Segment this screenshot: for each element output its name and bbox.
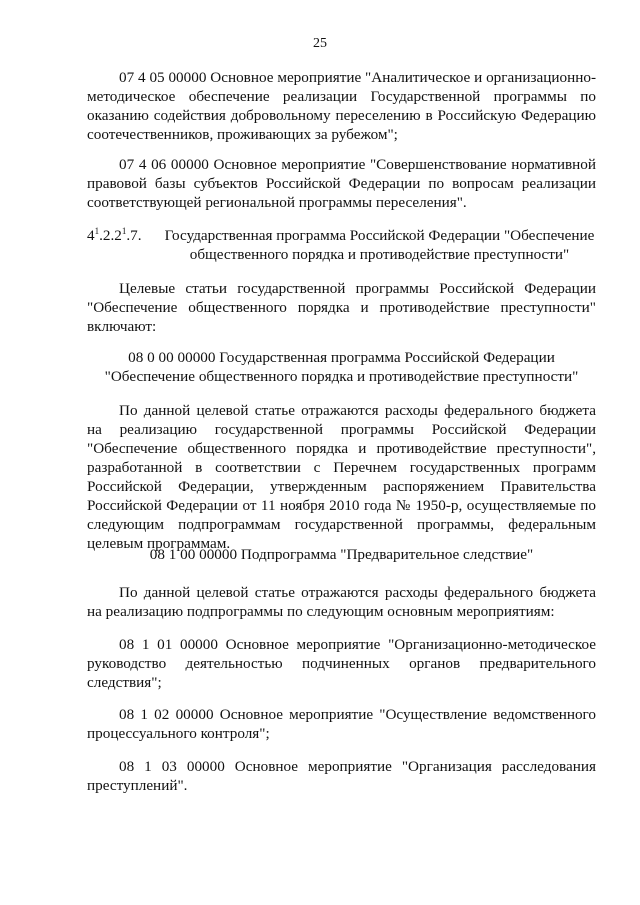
program-code-line-2: "Обеспечение общественного порядка и противодействие преступности" <box>104 368 579 385</box>
paragraph-08-1-02: 08 1 02 00000 Основное мероприятие "Осуществление ведомственного процессуального контроля"; <box>87 706 596 742</box>
subprogram-code: 08 1 00 00000 Подпрограмма "Предварительное следствие" <box>149 546 534 563</box>
paragraph-target-articles: Целевые статьи государственной программы Российской Федерации "Обеспечение общественного порядка и противодействие преступности" включают: <box>87 280 596 335</box>
paragraph-08-1-01: 08 1 01 00000 Основное мероприятие "Организационно-методическое руководство деятельностью подчиненных органов предварительного следствия"; <box>87 636 596 691</box>
section-heading <box>87 226 596 264</box>
section-title: Государственная программа Российской Федерации "Обеспечение общественного порядка и противодействие преступности" <box>164 227 595 263</box>
paragraph-program-expenses: По данной целевой статье отражаются расходы федерального бюджета на реализацию государственной программы Российской Федерации "Обеспечение общественного порядка и противодействие преступности", разработанной в соответствии с Перечнем государственных программ Российской Федерации, утвержденным распоряжением Правительства Российской Федерации от 11 ноября 2010 года № 1950-р, осуществляемые по следующим подпрограммам государственной программы, федеральным целевым программам. <box>87 402 596 552</box>
paragraph-08-1-03: 08 1 03 00000 Основное мероприятие "Организация расследования преступлений". <box>87 758 596 794</box>
paragraph-subprogram-expenses: По данной целевой статье отражаются расходы федерального бюджета на реализацию подпрограммы по следующим основным мероприятиям: <box>87 584 596 620</box>
page-number: 25 <box>313 36 327 51</box>
paragraph-07-4-05: 07 4 05 00000 Основное мероприятие "Аналитическое и организационно-методическое обеспечение реализации Государственной программы по оказанию содействия добровольному переселению в Российскую Федерацию соотечественников, проживающих за рубежом"; <box>87 69 596 143</box>
section-number: $4^1.2.2^1.7$. <box>87 225 142 244</box>
program-code-line-1: 08 0 00 00000 Государственная программа Российской Федерации <box>128 349 555 366</box>
paragraph-07-4-06: 07 4 06 00000 Основное мероприятие "Совершенствование нормативной правовой базы субъектов Российской Федерации по вопросам реализации соответствующей региональной программы переселения". <box>87 156 596 211</box>
